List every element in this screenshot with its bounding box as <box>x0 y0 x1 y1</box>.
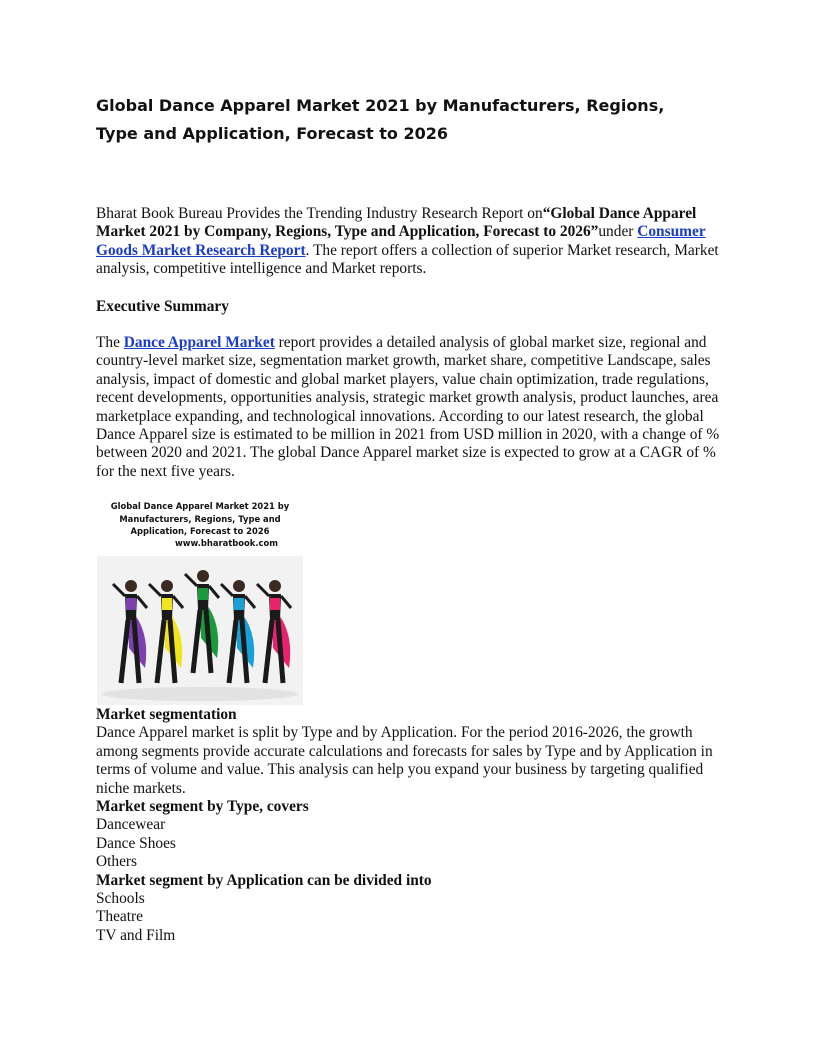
executive-summary-heading: Executive Summary <box>96 298 229 315</box>
segmentation-body: Dance Apparel market is split by Type and by Application. For the period 2016-2026, the growth among segments provide accurate calculations and forecasts for sales by Type and by Application in terms of volume and value. This analysis can help you expand your business by targeting qualified niche markets. <box>96 724 713 797</box>
exec-text-body: report provides a detailed analysis of global market size, regional and country-level market size, segmentation market growth, market share, competitive Landscape, sales analysis, impact of domestic and global market players, value chain optimization, trade regulations, recent developments, opportunities analysis, strategic market growth analysis, product launches, area marketplace expanding, and technological innovations. According to our latest research, the global Dance Apparel size is estimated to be million in 2021 from USD million in 2020, with a change of % between 2020 and 2021. The global Dance Apparel market size is expected to grow at a CAGR of % for the next five years. <box>96 334 720 480</box>
application-item: TV and Film <box>96 926 176 944</box>
application-item: Theatre <box>96 908 143 926</box>
consumer-goods-report-link[interactable]: Consumer Goods Market Research Report <box>96 223 706 259</box>
segmentation-section <box>96 706 726 945</box>
document-title: Global Dance Apparel Market 2021 by Manufacturers, Regions, Type and Application, Forecast to 2026 <box>96 96 665 143</box>
application-heading: Market segment by Application can be divided into <box>96 871 432 889</box>
intro-text-end: . The report offers a collection of superior Market research, Market analysis, competitive intelligence and Market reports. <box>96 241 719 278</box>
executive-summary-paragraph <box>96 334 726 481</box>
figure-url: www.bharatbook.com <box>175 538 278 548</box>
intro-report-title: “Global Dance Apparel Market 2021 by Company, Regions, Type and Application, Forecast to 2026” <box>96 205 697 241</box>
type-item: Others <box>96 853 138 871</box>
figure-caption: Global Dance Apparel Market 2021 by Manufacturers, Regions, Type and Application, Forecast to 2026 <box>110 501 290 537</box>
dance-apparel-market-link[interactable]: Dance Apparel Market <box>123 334 275 351</box>
report-cover-image <box>97 498 303 705</box>
exec-text-start: The <box>96 334 124 351</box>
type-heading: Market segment by Type, covers <box>96 798 309 816</box>
segmentation-heading: Market segmentation <box>96 706 237 723</box>
type-item: Dancewear <box>96 816 166 834</box>
intro-text-under: under <box>598 223 638 241</box>
application-item: Schools <box>96 890 145 908</box>
intro-paragraph <box>96 205 726 279</box>
type-item: Dance Shoes <box>96 834 176 852</box>
intro-text-start: Bharat Book Bureau Provides the Trending Industry Research Report on <box>96 205 543 222</box>
